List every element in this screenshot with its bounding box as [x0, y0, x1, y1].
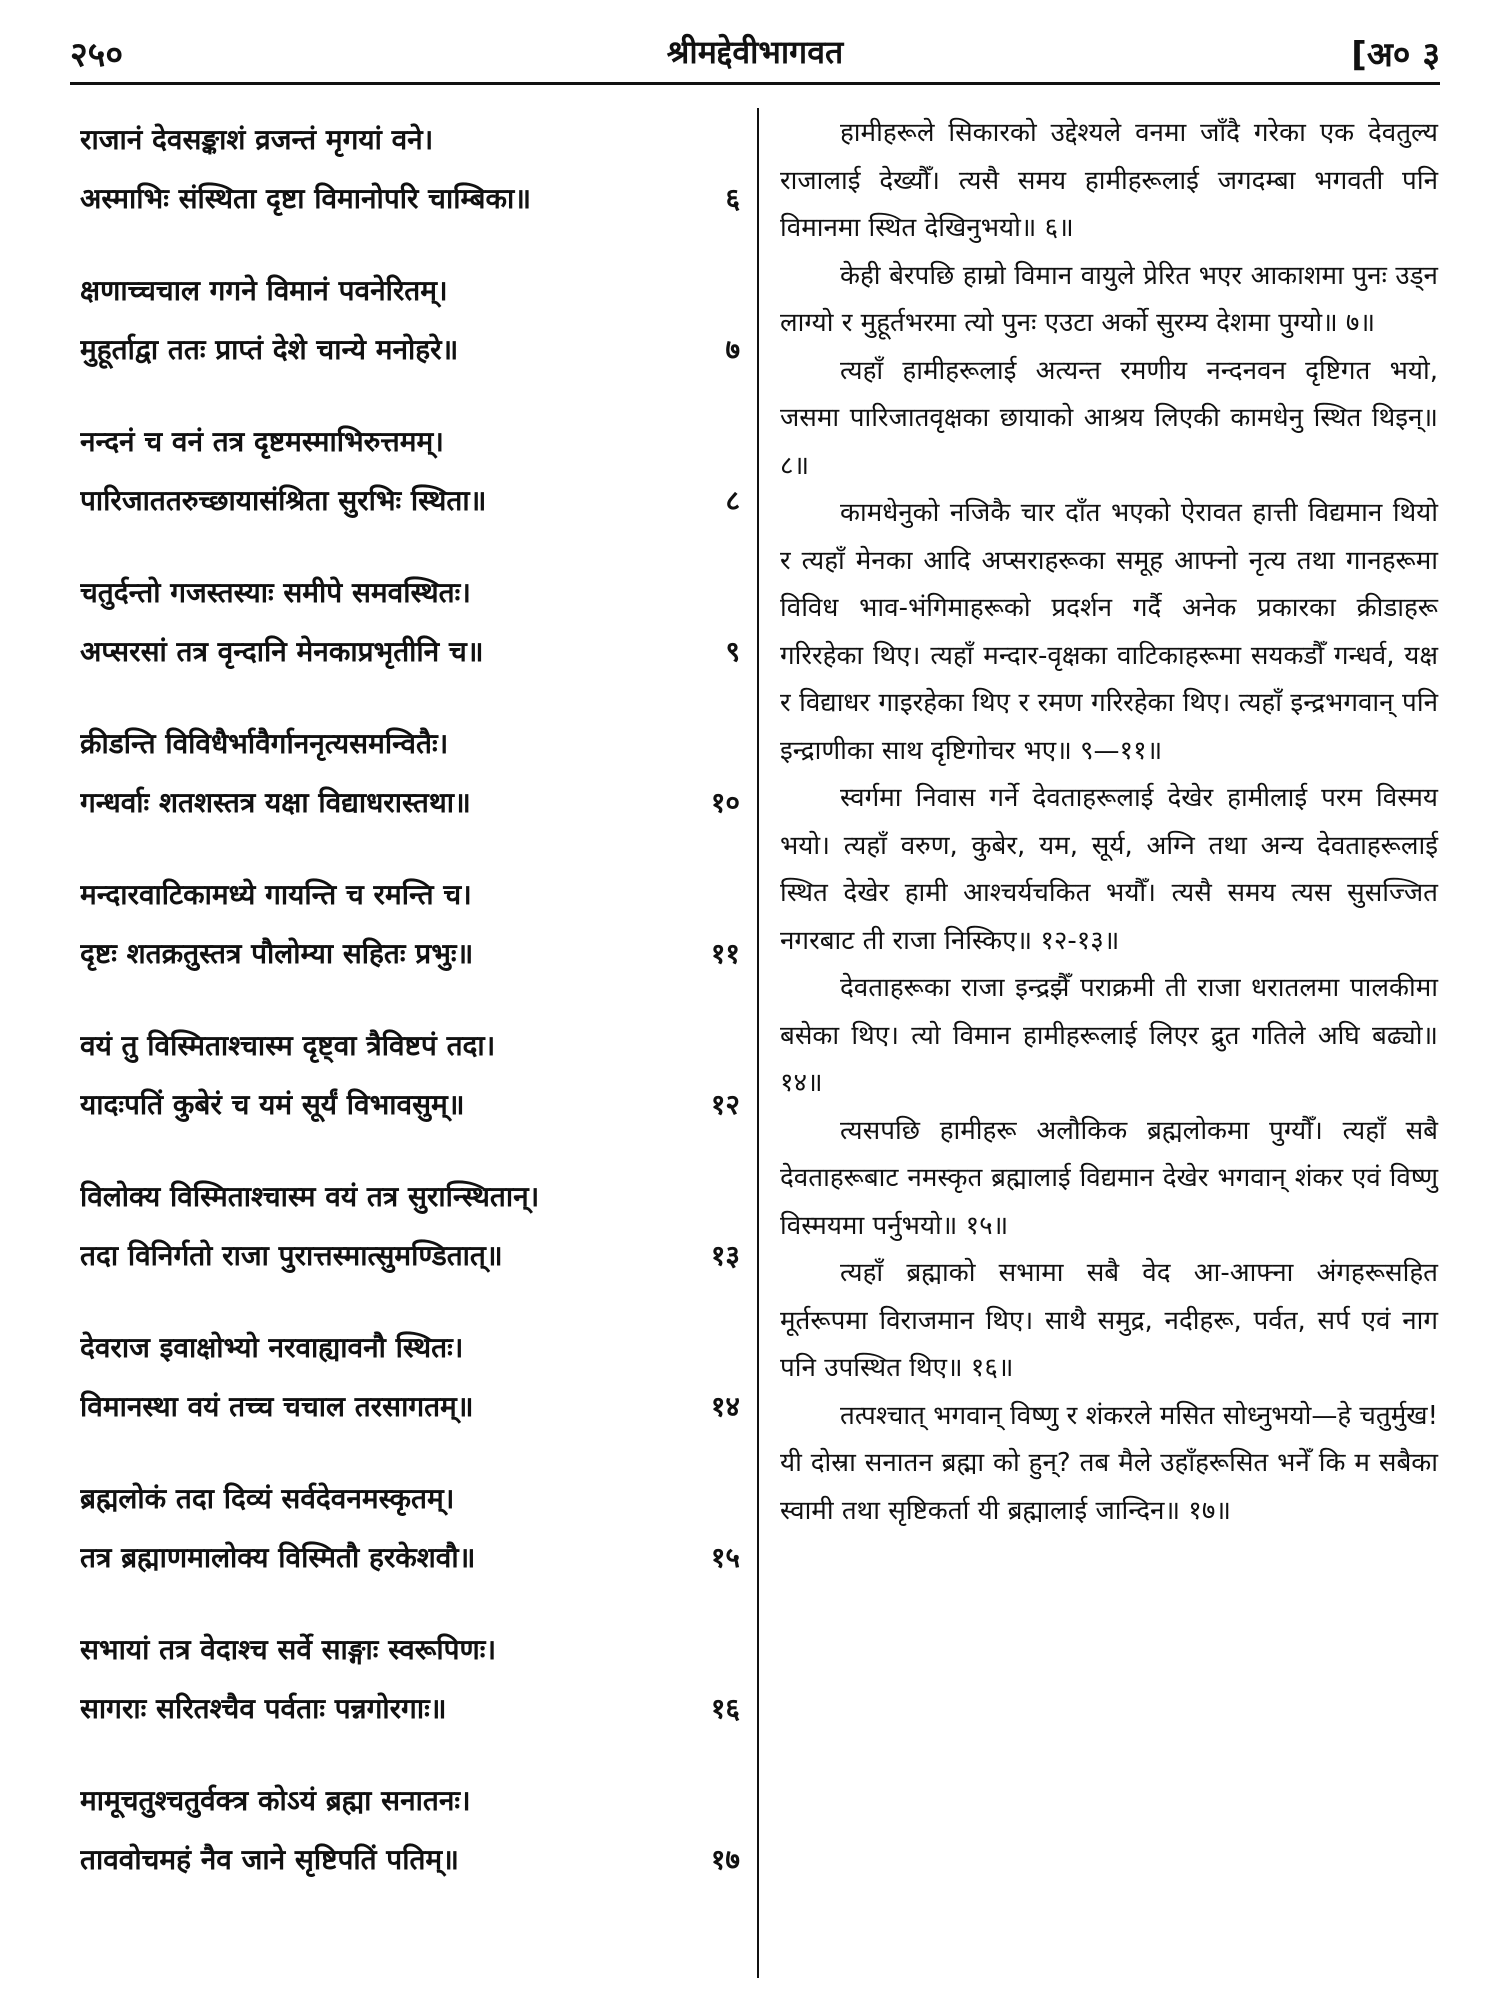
verse-line-1: राजानं देवसङ्काशं व्रजन्तं मृगयां वने। — [80, 123, 434, 156]
verse-8 — [80, 412, 740, 563]
translation-paragraph-17: तत्पश्चात् भगवान् विष्णु र शंकरले मसित सोध्नुभयो—हे चतुर्मुख! यी दोस्रा सनातन ब्रह्मा को हुन्? तब मैले उहाँहरूसित भनेँ कि म सबैका स्वामी तथा सृष्टिकर्ता यी ब्रह्मालाई जान्दिन॥ १७॥ — [780, 1400, 1438, 1526]
verse-line-1: नन्दनं च वनं तत्र दृष्टमस्माभिरुत्तमम्। — [80, 425, 444, 458]
verse-line-2 — [80, 1528, 740, 1587]
verse-line-1: चतुर्दन्तो गजस्तस्याः समीपे समवस्थितः। — [80, 576, 471, 609]
verse-12 — [80, 1016, 740, 1167]
translation-paragraph-15: त्यसपछि हामीहरू अलौकिक ब्रह्मलोकमा पुग्यौँ। त्यहाँ सबै देवताहरूबाट नमस्कृत ब्रह्मालाई विद्यमान देखेर भगवान् शंकर एवं विष्णु विस्मयमा पर्नुभयो॥ १५॥ — [780, 1115, 1438, 1241]
verse-number: ९ — [725, 635, 740, 668]
verse-number: ६ — [725, 182, 740, 215]
verse-line-2 — [80, 1075, 740, 1134]
verse-line-1: वयं तु विस्मिताश्चास्म दृष्ट्वा त्रैविष्टपं तदा। — [80, 1029, 496, 1062]
chapter-marker: [अ० ३ — [1351, 35, 1440, 75]
verse-6 — [80, 110, 740, 261]
page-number: २५० — [70, 35, 124, 75]
translation-paragraph-9-11: कामधेनुको नजिकै चार दाँत भएको ऐरावत हात्ती विद्यमान थियो र त्यहाँ मेनका आदि अप्सराहरूका समूह आफ्नो नृत्य तथा गानहरूमा विविध भाव-भंगिमाहरूको प्रदर्शन गर्दै अनेक प्रकारका क्रीडाहरू गरिरहेका थिए। त्यहाँ मन्दार-वृक्षका वाटिकाहरूमा सयकडौँ गन्धर्व, यक्ष र विद्याधर गाइरहेका थिए र रमण गरिरहेका थिए। त्यहाँ इन्द्रभगवान् पनि इन्द्राणीका साथ दृष्टिगोचर भए॥ ९—११॥ — [780, 498, 1438, 766]
verse-line-1: विलोक्य विस्मिताश्चास्म वयं तत्र सुरान्स्थितान्। — [80, 1180, 540, 1213]
running-title: श्रीमद्देवीभागवत — [666, 33, 844, 71]
translation-paragraph-16: त्यहाँ ब्रह्माको सभामा सबै वेद आ-आफ्ना अंगहरूसहित मूर्तरूपमा विराजमान थिए। साथै समुद्र, नदीहरू, पर्वत, सर्प एवं नाग पनि उपस्थित थिए॥ १६॥ — [780, 1258, 1438, 1383]
verse-7 — [80, 261, 740, 412]
verse-16 — [80, 1620, 740, 1771]
verse-number: १४ — [710, 1390, 740, 1423]
verse-text: पारिजाततरुच्छायासंश्रिता सुरभिः स्थिता॥ — [80, 484, 487, 517]
verse-line-2 — [80, 1377, 740, 1436]
verse-line-2 — [80, 169, 740, 228]
column-divider — [757, 108, 759, 1978]
verse-number: १५ — [710, 1541, 740, 1574]
verse-number: १२ — [710, 1088, 740, 1121]
translation-paragraph-14: देवताहरूका राजा इन्द्रझैँ पराक्रमी ती राजा धरातलमा पालकीमा बसेका थिए। त्यो विमान हामीहरूलाई लिएर द्रुत गतिले अघि बढ्यो॥ १४॥ — [780, 973, 1438, 1098]
verse-number: ८ — [725, 484, 740, 517]
verse-text: तदा विनिर्गतो राजा पुरात्तस्मात्सुमण्डितात्॥ — [80, 1239, 503, 1272]
verse-text: गन्धर्वाः शतशस्तत्र यक्षा विद्याधरास्तथा॥ — [80, 786, 471, 819]
sanskrit-verses-column — [80, 110, 740, 1922]
translation-paragraph-8: त्यहाँ हामीहरूलाई अत्यन्त रमणीय नन्दनवन दृष्टिगत भयो, जसमा पारिजातवृक्षका छायाको आश्रय लिएकी कामधेनु स्थित थिइन्॥ ८॥ — [780, 355, 1438, 481]
verse-line-2 — [80, 773, 740, 832]
verse-text: दृष्टः शतक्रतुस्तत्र पौलोम्या सहितः प्रभुः॥ — [80, 937, 474, 970]
verse-13 — [80, 1167, 740, 1318]
verse-number: ११ — [710, 937, 740, 970]
verse-9 — [80, 563, 740, 714]
translation-paragraph-12-13: स्वर्गमा निवास गर्ने देवताहरूलाई देखेर हामीलाई परम विस्मय भयो। त्यहाँ वरुण, कुबेर, यम, सूर्य, अग्नि तथा अन्य देवताहरूलाई स्थित देखेर हामी आश्चर्यचकित भयौँ। त्यसै समय त्यस सुसज्जित नगरबाट ती राजा निस्किए॥ १२-१३॥ — [780, 783, 1438, 956]
verse-text: विमानस्था वयं तच्च चचाल तरसागतम्॥ — [80, 1390, 474, 1423]
page-header — [70, 30, 1440, 78]
verse-line-1: सभायां तत्र वेदाश्च सर्वे साङ्गाः स्वरूपिणः। — [80, 1633, 497, 1666]
verse-line-1: देवराज इवाक्षोभ्यो नरवाह्यावनौ स्थितः। — [80, 1331, 464, 1364]
verse-line-2 — [80, 1679, 740, 1738]
verse-text: सागराः सरितश्चैव पर्वताः पन्नगोरगाः॥ — [80, 1692, 447, 1725]
verse-17 — [80, 1771, 740, 1922]
verse-15 — [80, 1469, 740, 1620]
verse-line-2 — [80, 1226, 740, 1285]
verse-text: अस्माभिः संस्थिता दृष्टा विमानोपरि चाम्बिका॥ — [80, 182, 532, 215]
translation-paragraph-7: केही बेरपछि हाम्रो विमान वायुले प्रेरित भएर आकाशमा पुनः उड्न लाग्यो र मुहूर्तभरमा त्यो पुनः एउटा अर्को सुरम्य देशमा पुग्यो॥ ७॥ — [780, 260, 1438, 338]
verse-line-1: मामूचतुश्चतुर्वक्त्र कोऽयं ब्रह्मा सनातनः। — [80, 1784, 471, 1817]
verse-line-1: क्रीडन्ति विविधैर्भावैर्गानन‍ृत्यसमन्वितैः। — [80, 727, 449, 760]
verse-line-1: क्षणाच्चचाल गगने विमानं पवनेरितम्। — [80, 274, 448, 307]
translation-paragraph-6: हामीहरूले सिकारको उद्देश्यले वनमा जाँदै गरेका एक देवतुल्य राजालाई देख्यौँ। त्यसै समय हामीहरूलाई जगदम्बा भगवती पनि विमानमा स्थित देखिनुभयो॥ ६॥ — [780, 118, 1438, 243]
verse-10 — [80, 714, 740, 865]
verse-line-2 — [80, 471, 740, 530]
verse-line-2 — [80, 924, 740, 983]
verse-number: १३ — [710, 1239, 740, 1272]
verse-line-2 — [80, 1830, 740, 1889]
verse-text: अप्सरसां तत्र वृन्दानि मेनकाप्रभृतीनि च॥ — [80, 635, 484, 668]
header-rule — [70, 82, 1440, 85]
verse-number: १० — [710, 786, 740, 819]
verse-14 — [80, 1318, 740, 1469]
verse-text: ताववोचमहं नैव जाने सृष्टिपतिं पतिम्॥ — [80, 1843, 459, 1876]
verse-text: मुहूर्ताद्वा ततः प्राप्तं देशे चान्ये मनोहरे॥ — [80, 333, 459, 366]
verse-line-2 — [80, 320, 740, 379]
verse-text: यादःपतिं कुबेरं च यमं सूर्यं विभावसुम्॥ — [80, 1088, 465, 1121]
verse-11 — [80, 865, 740, 1016]
verse-number: १७ — [710, 1843, 740, 1876]
verse-line-1: मन्दारवाटिकामध्ये गायन्ति च रमन्ति च। — [80, 878, 472, 911]
verse-line-2 — [80, 622, 740, 681]
verse-number: १६ — [710, 1692, 740, 1725]
translation-column — [780, 110, 1438, 1535]
verse-text: तत्र ब्रह्माणमालोक्य विस्मितौ हरकेशवौ॥ — [80, 1541, 476, 1574]
verse-number: ७ — [725, 333, 740, 366]
verse-line-1: ब्रह्मलोकं तदा दिव्यं सर्वदेवनमस्कृतम्। — [80, 1482, 455, 1515]
